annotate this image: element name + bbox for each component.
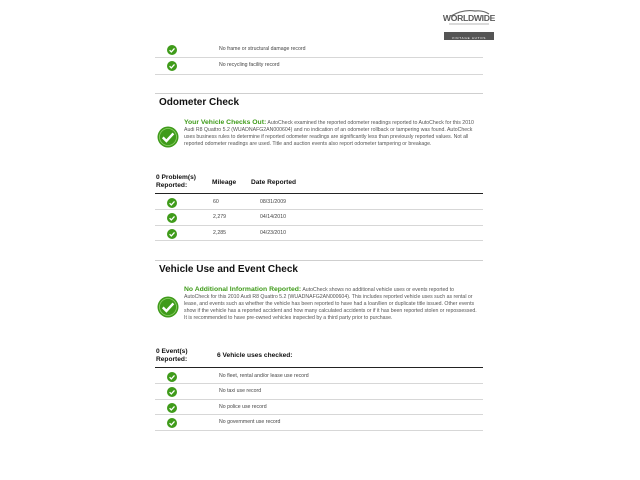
list-item (155, 384, 483, 400)
list-item-text: No frame or structural damage record (219, 46, 306, 52)
check-circle-icon (167, 198, 177, 208)
mileage-cell: 60 (213, 199, 219, 205)
mileage-cell: 2,279 (213, 214, 226, 220)
list-item-text: No police use record (219, 404, 267, 410)
header-date: Date Reported (251, 179, 297, 186)
section-title-usage: Vehicle Use and Event Check (159, 264, 298, 275)
usage-body: AutoCheck shows no additional vehicle uses or events reported to AutoCheck for this 2010 Audi R8 Quattro 5.2 (WUADNAFG2AN000604). This includes reported vehicle uses such as rental or lease, and events such as whether the vehicle has been reported to have had a loan/lien or duplicate title issued. Other events show if the vehicle has a reported accident and how many calculated accidents or if it has been reported stolen or repossessed. It is recommended to have pre-owned vehicles inspected by a third party prior to purchase. (184, 287, 477, 321)
list-item-text: No government use record (219, 419, 281, 425)
check-circle-icon (167, 229, 177, 239)
logo-tagline: VINTAGE AUTOS (451, 36, 487, 40)
usage-summary (184, 287, 479, 322)
check-circle-icon (167, 213, 177, 223)
check-circle-icon (157, 126, 179, 148)
check-circle-icon (167, 418, 177, 428)
check-circle-icon (157, 296, 179, 318)
header-mileage: Mileage (212, 179, 237, 186)
section-divider (155, 260, 483, 261)
section-divider (155, 93, 483, 94)
list-item-text: No taxi use record (219, 388, 262, 394)
odometer-table-header (155, 172, 483, 194)
section-title-odometer: Odometer Check (159, 97, 240, 108)
odometer-summary (184, 120, 479, 148)
table-row (155, 195, 483, 210)
mileage-cell: 2,285 (213, 230, 226, 236)
list-item (155, 369, 483, 384)
list-item-text: No recycling facility record (219, 62, 280, 68)
check-circle-icon (167, 387, 177, 397)
date-cell: 08/31/2009 (260, 199, 286, 205)
header-problems: 0 Problem(s) Reported: (156, 174, 196, 189)
check-circle-icon (167, 61, 177, 71)
list-item (155, 400, 483, 415)
header-events: 0 Event(s) Reported: (156, 348, 188, 363)
odometer-headline: Your Vehicle Checks Out: (184, 119, 267, 126)
list-item (155, 415, 483, 431)
logo-word: WORLDWIDE (442, 13, 496, 23)
usage-table-header (155, 346, 483, 368)
odometer-body: AutoCheck examined the reported odometer readings reported to AutoCheck for this 2010 Audi R8 Quattro 5.2 (WUADNAFG2AN000604) and no indication of an odometer rollback or tampering was found. AutoCheck uses business rules to determine if reported odometer readings are significantly less than previously reported values. Not all reported odometer readings are used. Title and auction events also report odometer tampering or breakage. (184, 120, 474, 147)
date-cell: 04/14/2010 (260, 214, 286, 220)
date-cell: 04/23/2010 (260, 230, 286, 236)
list-item (155, 58, 483, 75)
list-item (155, 42, 483, 58)
check-circle-icon (167, 403, 177, 413)
header-checked: 6 Vehicle uses checked: (217, 352, 293, 359)
usage-headline: No Additional Information Reported: (184, 286, 302, 293)
logo (441, 6, 497, 46)
list-item-text: No fleet, rental and/or lease use record (219, 373, 309, 379)
table-row (155, 226, 483, 241)
check-circle-icon (167, 372, 177, 382)
table-row (155, 210, 483, 226)
check-circle-icon (167, 45, 177, 55)
